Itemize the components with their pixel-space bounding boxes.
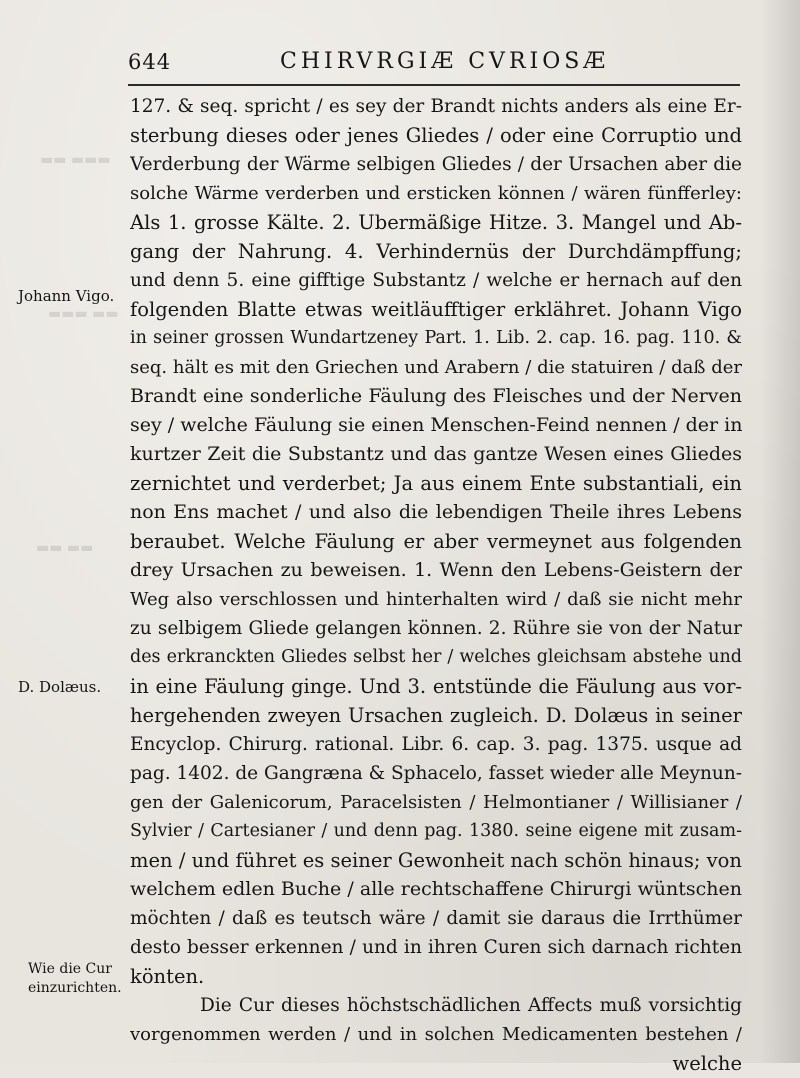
text-line: solche Wärme verderben und ersticken können / wären fünfferley:: [130, 183, 742, 204]
page-edge-shadow: [760, 0, 800, 1063]
text-line: men / und führet es seiner Gewonheit nach schön hinaus; von: [130, 849, 742, 872]
text-line: welchem edlen Buche / alle rechtschaffene Chirurgi wüntschen: [130, 878, 742, 900]
text-line: in seiner grossen Wundartzeney Part. 1. Lib. 2. cap. 16. pag. 110. &: [130, 328, 742, 348]
text-line: Encyclop. Chirurg. rational. Libr. 6. cap. 3. pag. 1375. usque ad: [130, 734, 742, 755]
margin-note-cure-line: Wie die Cur: [28, 961, 112, 977]
margin-note-dolaeus: D. Dolæus.: [18, 678, 102, 696]
text-line: zu selbigem Gliede gelangen können. 2. Rühre sie von der Natur: [130, 618, 742, 639]
text-line: und denn 5. eine gifftige Substantz / welche er hernach auf den: [130, 270, 742, 291]
text-line: folgenden Blatte etwas weitläufftiger erklähret. Johann Vigo: [130, 298, 742, 321]
text-line: 127. & seq. spricht / es sey der Brandt nichts anders als eine Er-: [130, 96, 742, 117]
text-line: zernichtet und verderbet; Ja aus einem Ente substantiali, ein: [130, 472, 742, 495]
text-line: gen der Galenicorum, Paracelsisten / Helmontianer / Willisianer /: [130, 792, 742, 813]
margin-note-cure-line: einzurichten.: [28, 980, 122, 996]
text-line: drey Ursachen zu beweisen. 1. Wenn den Lebens-Geistern der: [130, 559, 742, 581]
text-line: Brandt eine sonderliche Fäulung des Fleisches und der Nerven: [130, 385, 742, 407]
text-line: des erkranckten Gliedes selbst her / welches gleichsam abstehe und: [130, 647, 742, 667]
catchword: welche: [672, 1052, 742, 1075]
text-line: desto besser erkennen / und in ihren Curen sich darnach richten: [130, 937, 742, 958]
body-text: [130, 92, 742, 1078]
text-line: kurtzer Zeit die Substantz und das gantze Wesen eines Gliedes: [130, 443, 742, 465]
text-line: möchten / daß es teutsch wäre / damit sie daraus die Irrthümer: [130, 908, 742, 929]
text-line: hergehenden zweyen Ursachen zugleich. D. Dolæus in seiner: [130, 704, 742, 727]
text-line: beraubet. Welche Fäulung er aber vermeynet aus folgenden: [130, 530, 742, 553]
text-line: pag. 1402. de Gangræna & Sphacelo, fasset wieder alle Meynun-: [130, 763, 742, 784]
bleed-through-mark: ▬▬ ▬▬: [36, 540, 94, 556]
margin-note-cure: [28, 960, 122, 998]
text-line: Als 1. grosse Kälte. 2. Ubermäßige Hitze. 3. Mangel und Ab-: [130, 211, 742, 234]
text-line: non Ens machet / und also die lebendigen Theile ihres Lebens: [130, 501, 742, 523]
bleed-through-mark: ▬▬▬ ▬▬: [48, 306, 119, 322]
text-line: sey / welche Fäulung sie einen Menschen-Feind nennen / der in: [130, 414, 742, 436]
text-line: in eine Fäulung ginge. Und 3. entstünde die Fäulung aus vor-: [130, 675, 742, 698]
running-title: CHIRVRGIÆ CVRIOSÆ: [280, 49, 610, 74]
text-line: vorgenommen werden / und in solchen Medicamenten bestehen /: [130, 1024, 742, 1045]
text-line: Weg also verschlossen und hinterhalten wird / daß sie nicht mehr: [130, 589, 742, 610]
text-line: sterbung dieses oder jenes Gliedes / oder eine Corruptio und: [130, 124, 742, 147]
text-line: seq. hält es mit den Griechen und Arabern / die statuiren / daß der: [130, 357, 742, 378]
page-header: [128, 44, 738, 78]
header-rule: [128, 84, 740, 86]
margin-note-vigo: Johann Vigo.: [18, 287, 115, 305]
bleed-through-mark: ▬▬ ▬▬▬: [40, 152, 111, 168]
text-line: gang der Nahrung. 4. Verhindernüs der Durchdämpffung;: [130, 240, 742, 263]
text-line: Verderbung der Wärme selbigen Gliedes / der Ursachen aber die: [130, 154, 742, 175]
text-line: Sylvier / Cartesianer / und denn pag. 1380. seine eigene mit zusam-: [130, 821, 742, 841]
page-number: 644: [128, 50, 172, 74]
text-line: Die Cur dieses höchstschädlichen Affects muß vorsichtig: [200, 995, 742, 1016]
text-line: könten.: [130, 965, 205, 988]
